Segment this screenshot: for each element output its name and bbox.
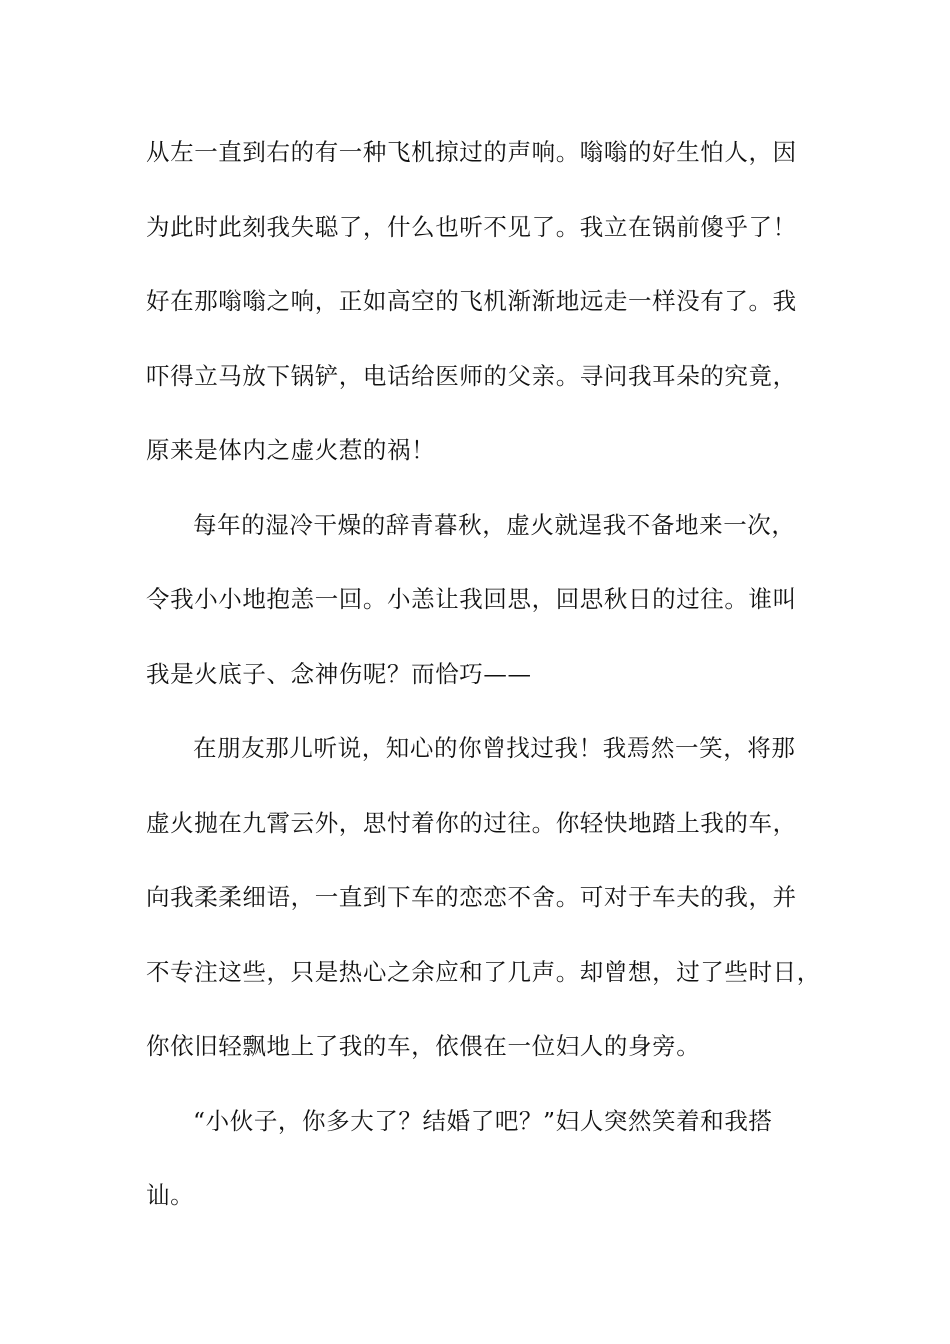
text-line: 我是火底子、念神伤呢？而恰巧—— xyxy=(146,659,532,688)
text-line: 讪。 xyxy=(146,1181,195,1209)
text-line: 不专注这些，只是热心之余应和了几声。却曾想，过了些时日， xyxy=(146,957,821,986)
paragraph-first-line: “小伙子，你多大了？结婚了吧？”妇人突然笑着和我搭 xyxy=(193,1106,773,1135)
text-line: 向我柔柔细语，一直到下车的恋恋不舍。可对于车夫的我，并 xyxy=(146,883,797,911)
text-line: 好在那嗡嗡之响，正如高空的飞机渐渐地远走一样没有了。我 xyxy=(146,287,797,315)
text-line: 为此时此刻我失聪了，什么也听不见了。我立在锅前傻乎了！ xyxy=(146,212,797,241)
text-line: 虚火抛在九霄云外，思忖着你的过往。你轻快地踏上我的车， xyxy=(146,808,797,837)
text-line: 吓得立马放下锅铲，电话给医师的父亲。寻问我耳朵的究竟， xyxy=(146,361,797,390)
body-text xyxy=(146,126,821,1244)
text-line: 你依旧轻飘地上了我的车，依偎在一位妇人的身旁。 xyxy=(146,1032,701,1060)
text-line: 从左一直到右的有一种飞机掠过的声响。嗡嗡的好生怕人，因 xyxy=(146,138,797,166)
paragraph-first-line: 每年的湿冷干燥的辞青暮秋，虚火就逞我不备地来一次， xyxy=(193,510,796,539)
text-line: 原来是体内之虚火惹的祸！ xyxy=(146,436,436,464)
paragraph-first-line: 在朋友那儿听说，知心的你曾找过我！我焉然一笑，将那 xyxy=(193,734,796,762)
text-line: 令我小小地抱恙一回。小恙让我回思，回思秋日的过往。谁叫 xyxy=(146,585,797,613)
